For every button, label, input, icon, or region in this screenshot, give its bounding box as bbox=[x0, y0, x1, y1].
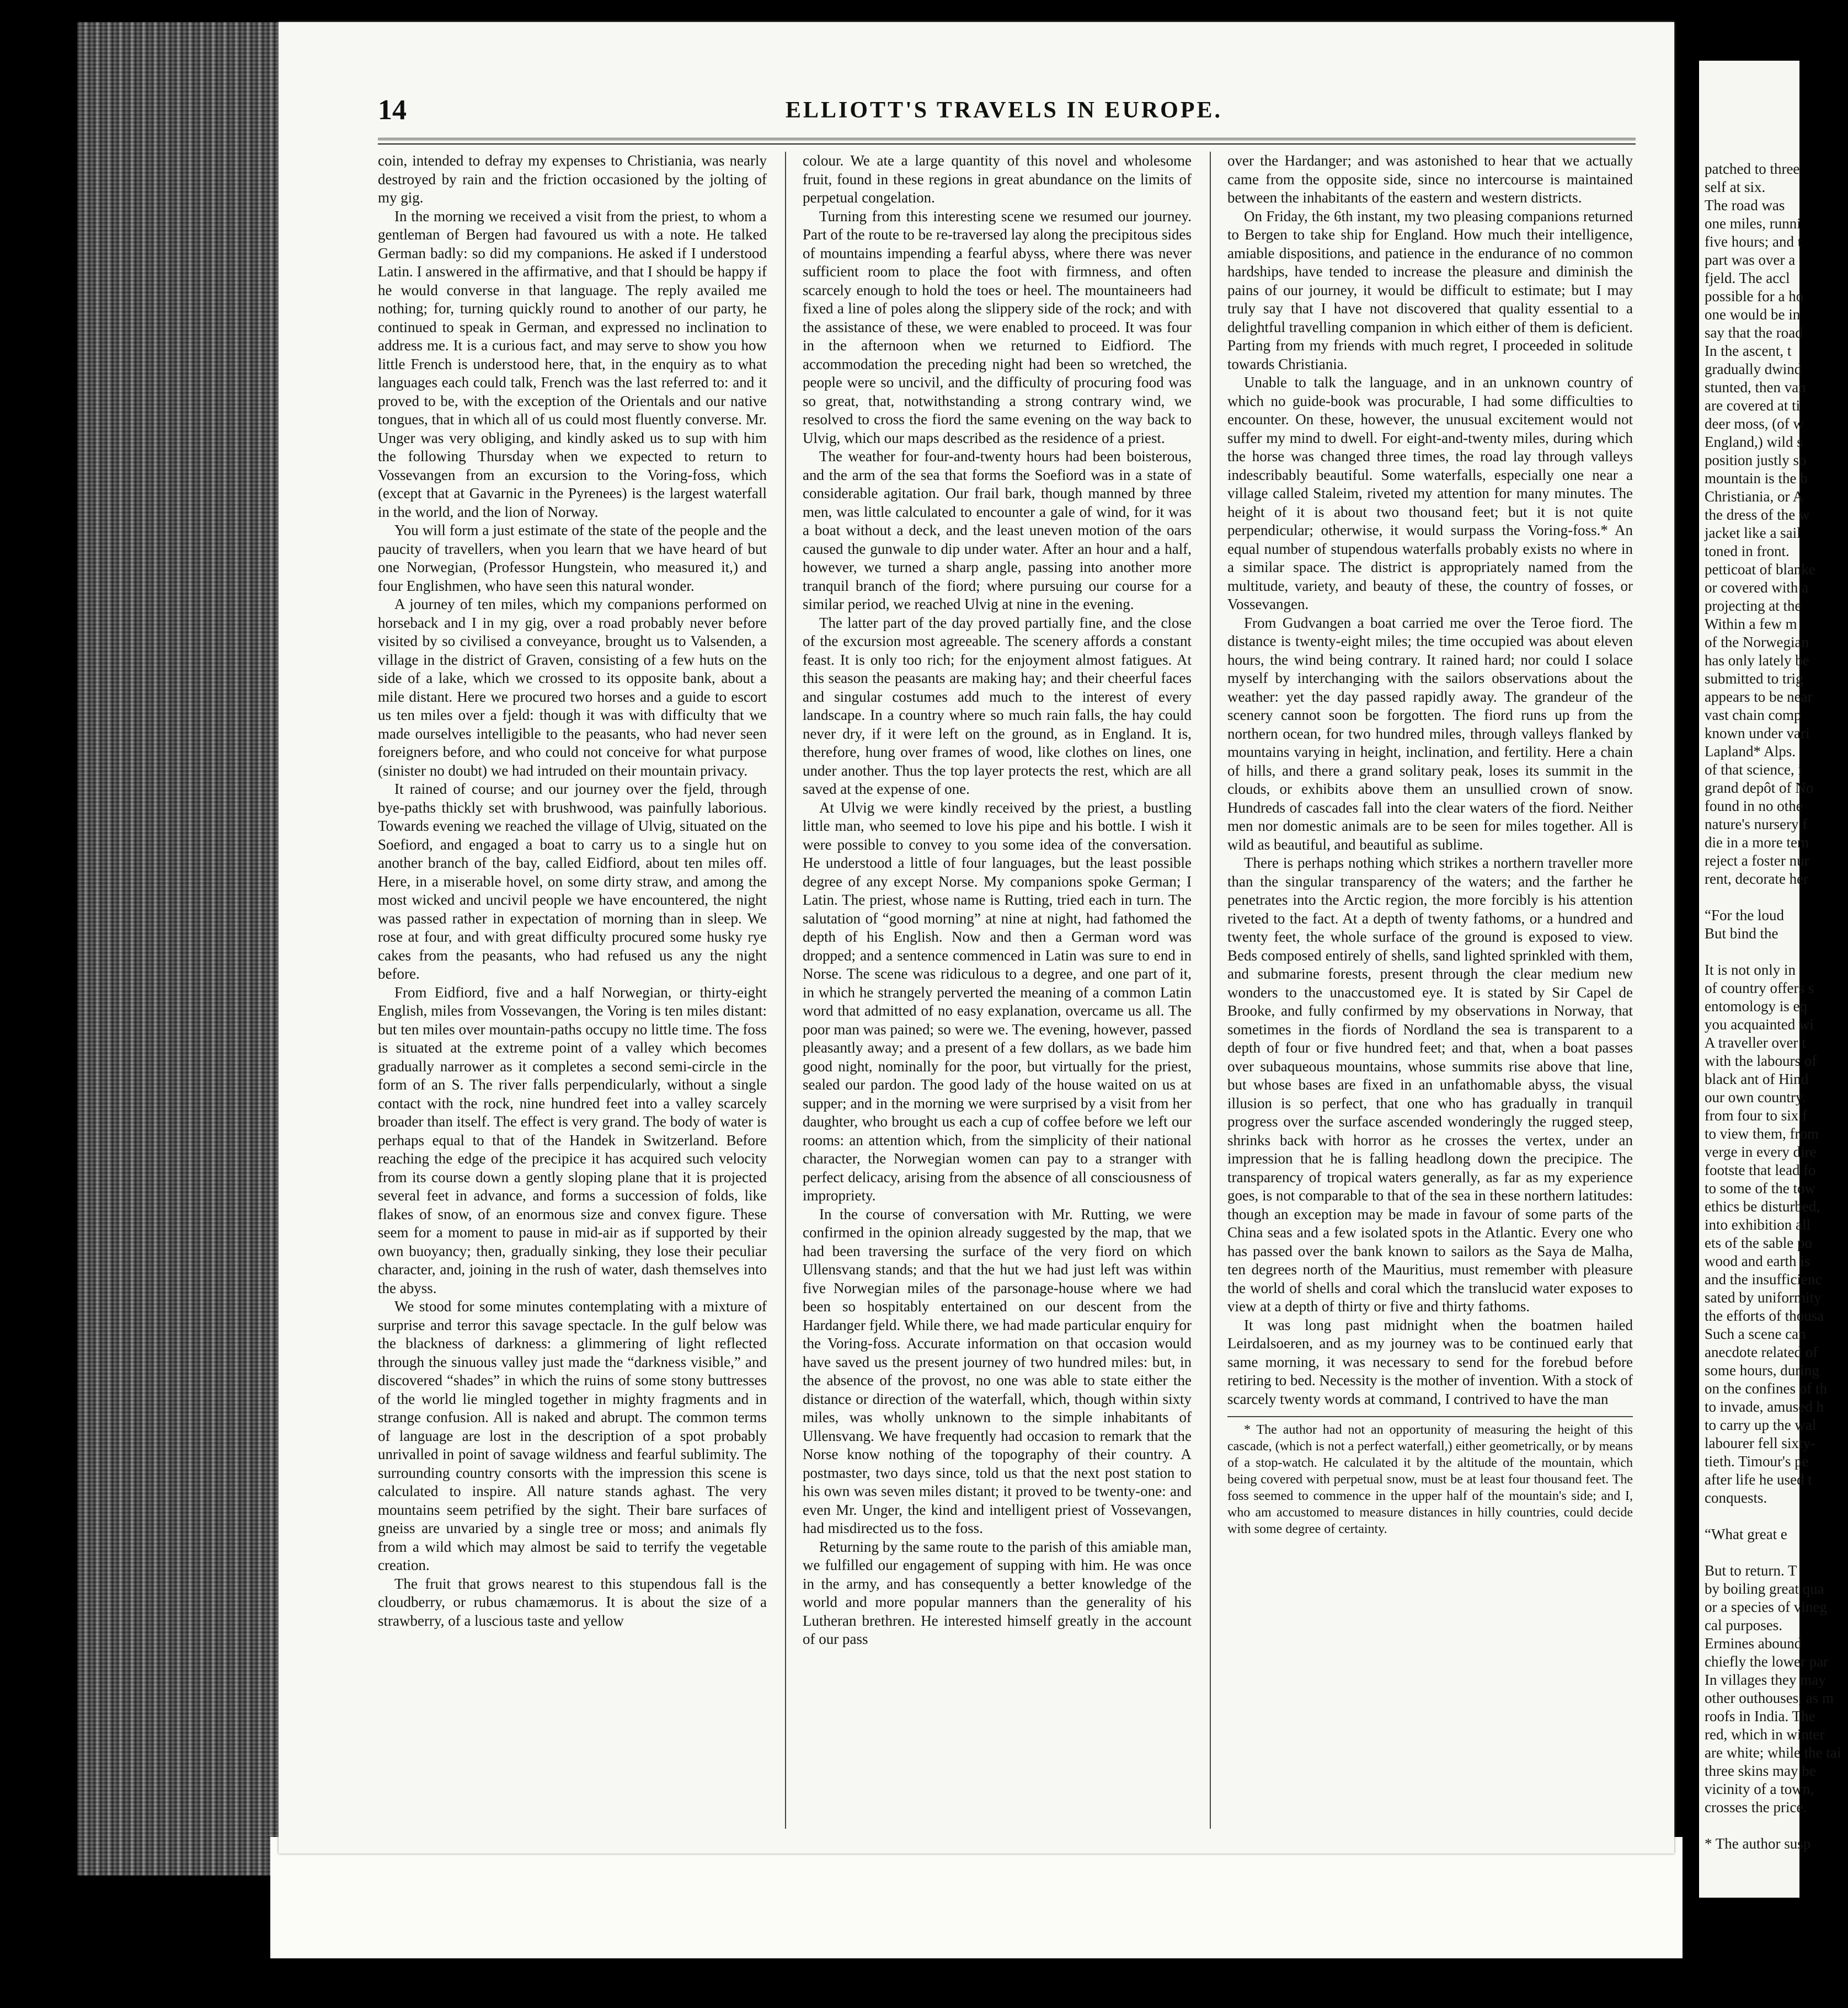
book-page bbox=[279, 22, 1674, 1854]
facing-line: one would be in bbox=[1705, 306, 1801, 323]
facing-line: grand depôt of No bbox=[1705, 779, 1814, 796]
paragraph: Returning by the same route to the parish of this amiable man, we fulfilled our engagement of supping with him. He was once in the army, and has consequently a better knowledge of the world and more popular manners than the generality of his Lutheran brethren. He interested himself greatly in the account of our pass bbox=[803, 1538, 1192, 1647]
facing-line: our own country. bbox=[1705, 1089, 1806, 1106]
facing-line: It is not only in bbox=[1705, 962, 1796, 978]
facing-line: are white; while the tai bbox=[1705, 1744, 1841, 1761]
paragraph: We stood for some minutes contemplating with a mixture of surprise and terror this savage spectacle. In the gulf below was the blackness of darkness: a glimmering of light reflected through the sinuous valley just made the “darkness visible,” and discovered “shades” in which the ruins of some stony buttresses of the world lie mingled together in mighty fragments and in strange confusion. All is naked and abrupt. The common terms of language are lost in the description of a spot probably unrivalled in point of savage wildness and fearful sublimity. The surrounding country consorts with the impression this scene is calculated to inspire. All nature stands aghast. The very mountains seem petrified by the sight. Their bare surfaces of gneiss are unvaried by a single tree or moss; and animals fly from a wild which may almost be said to terrify the vegetable creation. bbox=[378, 1298, 767, 1573]
header-rule bbox=[378, 138, 1636, 145]
facing-line: jacket like a sail bbox=[1705, 525, 1801, 541]
facing-line: or covered with a bbox=[1705, 579, 1809, 596]
facing-line: die in a more tem bbox=[1705, 834, 1809, 851]
facing-line: found in no othe bbox=[1705, 798, 1803, 814]
paragraph: It was long past midnight when the boatmen hailed Leirdalsoeren, and as my journey was to be continued early that same morning, it was necessary to send for the forebud before retiring to bed. Necessity is the mother of invention. With a stock of scarcely twenty words at command, I contrived to have the man bbox=[1227, 1316, 1633, 1407]
facing-line: position justly so bbox=[1705, 452, 1807, 468]
facing-line: of the Norwegian bbox=[1705, 634, 1809, 650]
facing-line: conquests. bbox=[1705, 1489, 1767, 1506]
facing-line: But bind the bbox=[1705, 925, 1778, 942]
facing-line: say that the road bbox=[1705, 324, 1803, 341]
facing-line: labourer fell sixty- bbox=[1705, 1435, 1815, 1451]
facing-line: England,) wild s bbox=[1705, 434, 1803, 450]
facing-page-text bbox=[1705, 160, 1848, 1853]
facing-line: or a species of vineg bbox=[1705, 1599, 1827, 1615]
facing-line: footste that lead fo bbox=[1705, 1162, 1816, 1178]
facing-line: black ant of Hind bbox=[1705, 1071, 1809, 1087]
book-binding-gutter bbox=[77, 22, 279, 1876]
facing-line: of country offers s bbox=[1705, 980, 1814, 996]
facing-line: verge in every dire bbox=[1705, 1144, 1817, 1160]
facing-line: to view them, from bbox=[1705, 1125, 1819, 1142]
facing-line: A traveller over t bbox=[1705, 1034, 1806, 1051]
facing-line: * The author susp bbox=[1705, 1835, 1811, 1852]
paragraph: On Friday, the 6th instant, my two pleasing companions returned to Bergen to take ship for England. How much their intelligence, amiable dispositions, and patience in the endurance of no common hardships, have tended to increase the pleasure and diminish the pains of our journey, it would be difficult to estimate; but I may truly say that I have not discovered that quality essential to a delightful travelling companion in which either of them is deficient. Parting from my friends with much regret, I proceeded in solitude towards Christiania. bbox=[1227, 207, 1633, 372]
facing-line: But to return. T bbox=[1705, 1562, 1797, 1579]
paragraph: You will form a just estimate of the state of the people and the paucity of travellers, when you learn that we have heard of but one Norwegian, (Professor Hungstein, who measured it,) and four Englishmen, who have seen this natural wonder. bbox=[378, 522, 767, 594]
facing-line: fjeld. The accl bbox=[1705, 270, 1790, 286]
footnote: * The author had not an opportunity of measuring the height of this cascade, (which is not a perfect waterfall,) either geometrically, or by means of a stop-watch. He calculated it by the altitude of the mountain, which being covered with perpetual snow, must be at least four thousand feet. The foss seemed to commence in the upper half of the mountain's side; and I, who am accustomed to measure distances in hilly countries, could decide with some degree of certainty. bbox=[1227, 1416, 1633, 1537]
facing-line: red, which in winter bbox=[1705, 1726, 1825, 1743]
facing-line: to invade, amused h bbox=[1705, 1398, 1824, 1415]
facing-page-edge bbox=[1699, 61, 1841, 1898]
column-divider bbox=[1210, 152, 1211, 1829]
facing-line: chiefly the lower par bbox=[1705, 1653, 1829, 1670]
facing-line: possible for a ho bbox=[1705, 288, 1804, 305]
paragraph: In the course of conversation with Mr. Rutting, we were confirmed in the opinion already suggested by the map, that we had been traversing the surface of the very fiord on which Ullensvang stands; and that the hut we had just left was within five Norwegian miles of the parsonage-house where we had been so hospitably entertained on our descent from the Hardanger fjeld. While there, we had made particular enquiry for the Voring-foss. Accurate information on that occasion would have saved us the present journey of two hundred miles: but, in the absence of the provost, no one was able to state either the distance or direction of the waterfall, which, though within sixty miles, was wholly unknown to the simple inhabitants of Ullensvang. We have frequently had occasion to remark that the Norse know nothing of the topography of their country. A postmaster, two days since, told us that the next post station to his own was seven miles distant; it proved to be twenty-one: and even Mr. Unger, the kind and intelligent priest of Vossevangen, had misdirected us to the foss. bbox=[803, 1205, 1192, 1536]
facing-line: on the confines of th bbox=[1705, 1380, 1827, 1397]
facing-line: are covered at ti bbox=[1705, 397, 1801, 414]
facing-line: Lapland* Alps. bbox=[1705, 743, 1796, 760]
facing-line: the efforts of thousa bbox=[1705, 1307, 1824, 1324]
paragraph: At Ulvig we were kindly received by the priest, a bustling little man, who seemed to love his pipe and his bottle. I wish it were possible to convey to you some idea of the conversation. He understood a little of four languages, but the least possible degree of any except Norse. My companions spoke German; I Latin. The priest, whose name is Rutting, tried each in turn. The salutation of “good morning” at nine at night, had fathomed the depth of his English. Now and then a German word was dropped; and a sentence commenced in Latin was sure to end in Norse. The scene was ridiculous to a degree, and one part of it, in which he strangely perverted the meaning of a common Latin word that admitted of no easy explanation, overcame us all. The poor man was pained; so were we. The evening, however, passed pleasantly away; and a present of a few dollars, as we bade him good night, nominally for the poor, but virtually for the priest, sealed our pardon. The good lady of the house waited on us at supper; and in the morning we were surprised by a visit from her daughter, who brought us each a cup of coffee before we left our rooms: an attention which, from the simplicity of their national character, the Norwegian women can pay to a stranger with perfect delicacy, arising from the absence of all consciousness of impropriety. bbox=[803, 799, 1192, 1204]
paragraph: coin, intended to defray my expenses to Christiania, was nearly destroyed by rain and the friction occasioned by the jolting of my gig. bbox=[378, 152, 767, 206]
facing-line: into exhibition all bbox=[1705, 1216, 1810, 1233]
facing-line bbox=[1705, 1544, 1848, 1562]
facing-line: Within a few m bbox=[1705, 616, 1797, 632]
facing-line: roofs in India. The bbox=[1705, 1708, 1815, 1724]
facing-line: petticoat of blanke bbox=[1705, 561, 1815, 578]
facing-line: patched to three bbox=[1705, 161, 1800, 177]
facing-line: rent, decorate her bbox=[1705, 871, 1809, 887]
paragraph: Unable to talk the language, and in an unknown country of which no guide-book was procurable, I had some difficulties to encounter. On these, however, the unusual excitement would not suffer my mind to dwell. For eight-and-twenty miles, during which the horse was changed three times, the road lay through valleys indescribably beautiful. Some waterfalls, especially one near a village called Staleim, riveted my attention for many minutes. The height of it is about two thousand feet; but it is not quite perpendicular; otherwise, it would surpass the Voring-foss.* An equal number of stupendous waterfalls probably exists no where in a similar space. The district is appropriately named from the multitude, variety, and beauty of these, the country of fosses, or Vossevangen. bbox=[1227, 374, 1633, 612]
facing-line: appears to be near bbox=[1705, 688, 1813, 705]
facing-line: cal purposes. bbox=[1705, 1617, 1782, 1633]
facing-line: and the insufficienc bbox=[1705, 1271, 1822, 1288]
facing-line: from four to six f bbox=[1705, 1107, 1807, 1124]
page-bottom-edge bbox=[270, 1837, 1683, 1958]
paragraph: The latter part of the day proved partially fine, and the close of the excursion most agreeable. The scenery affords a constant feast. It is only too rich; for the enjoyment almost fatigues. At this season the peasants are making hay; and their cheerful faces and singular costumes add much to the interest of every landscape. In a country where so much rain falls, the hay could never dry, if it were left on the ground, as in England. It is, therefore, hung over frames of wood, like clothes on lines, one under another. Thus the top layer protects the rest, which are all saved at the expense of one. bbox=[803, 614, 1192, 797]
facing-line: vicinity of a town, bbox=[1705, 1781, 1814, 1797]
facing-line bbox=[1705, 1507, 1848, 1525]
paragraph: The weather for four-and-twenty hours had been boisterous, and the arm of the sea that forms the Soefiord was in a state of considerable agitation. Our frail bark, though manned by three men, was little calculated to encounter a gale of wind, for it was a boat without a deck, and the least uneven motion of the oars caused the gunwale to dip under water. After an hour and a half, however, we turned a sharp angle, passing into another more tranquil branch of the fiord; where pursuing our course for a similar period, we reached Ulvig at nine in the evening. bbox=[803, 448, 1192, 612]
column-2 bbox=[803, 152, 1192, 1823]
facing-line: In villages they may bbox=[1705, 1671, 1826, 1688]
paragraph: colour. We ate a large quantity of this novel and wholesome fruit, found in these regions in great abundance on the limits of perpetual congelation. bbox=[803, 152, 1192, 206]
facing-line: Christiania, or A bbox=[1705, 488, 1804, 505]
facing-line: nature's nursery f bbox=[1705, 816, 1808, 832]
facing-line: after life he used t bbox=[1705, 1471, 1812, 1488]
facing-line: gradually dwind bbox=[1705, 361, 1802, 377]
facing-line: three skins may be bbox=[1705, 1763, 1816, 1779]
facing-line: The road was bbox=[1705, 197, 1785, 213]
facing-line: In the ascent, t bbox=[1705, 343, 1792, 359]
facing-line: tieth. Timour's pe bbox=[1705, 1453, 1809, 1470]
column-3 bbox=[1227, 152, 1633, 1823]
facing-line: with the labours of bbox=[1705, 1053, 1817, 1069]
facing-line: the dress of the w bbox=[1705, 506, 1810, 523]
column-1 bbox=[378, 152, 767, 1823]
facing-line: known under vari bbox=[1705, 725, 1810, 741]
column-divider bbox=[785, 152, 786, 1829]
facing-line: submitted to trig bbox=[1705, 670, 1803, 687]
facing-line: “For the loud bbox=[1705, 907, 1784, 923]
paragraph: There is perhaps nothing which strikes a northern traveller more than the singular transparency of the waters; and the farther he penetrates into the Arctic region, the more forcibly is his attention riveted to the fact. At a depth of twenty fathoms, or a hundred and twenty feet, the whole surface of the ground is exposed to view. Beds composed entirely of shells, sand lighted sprinkled with them, and submarine forests, present through the clear medium new wonders to the unaccustomed eye. It is stated by Sir Capel de Brooke, and fully confirmed by my observations in Norway, that sometimes in the fiords of Nordland the sea is transparent to a depth of four or five hundred feet; and that, when a boat passes over subaqueous mountains, whose summits rise above that line, but whose bases are fixed in an unfathomable abyss, the visual illusion is so perfect, that one who has gradually in tranquil progress over the surface ascended wonderingly the rugged steep, shrinks back with horror as he crosses the vertex, under an impression that he is falling headlong down the precipice. The transparency of tropical waters generally, as far as my experience goes, is not comparable to that of the sea in these northern latitudes: though an exception may be made in favour of some parts of the China seas and a few isolated spots in the Atlantic. Every one who has passed over the bank known to sailors as the Saya de Malha, ten degrees north of the Mauritius, must remember with pleasure the world of shells and coral which the translucid water exposes to view at a depth of thirty or five and thirty fathoms. bbox=[1227, 855, 1633, 1315]
facing-line: toned in front. bbox=[1705, 543, 1790, 559]
facing-line: wood and earth is bbox=[1705, 1253, 1810, 1269]
facing-line bbox=[1705, 888, 1848, 906]
facing-line: Such a scene can bbox=[1705, 1326, 1806, 1342]
facing-line: ets of the sable po bbox=[1705, 1235, 1812, 1251]
facing-line: crosses the price. bbox=[1705, 1799, 1807, 1815]
paragraph: In the morning we received a visit from the priest, to whom a gentleman of Bergen had favoured us with a note. He talked German badly: so did my companions. He asked if I understood Latin. I answered in the affirmative, and that I should be happy if he would converse in that language. The reply availed me nothing; for, turning quickly round to another of our party, he continued to speak in German, and expressed no inclination to address me. It is a curious fact, and may serve to show you how little French is understood here, that, in the enquiry as to what languages each could talk, French was the last referred to: and it proved to be, with the exception of the Orientals and our native tongues, that in which all of us could most fluently converse. Mr. Unger was very obliging, and kindly asked us to sup with him the following Thursday when we expected to return to Vossevangen from an excursion to the Voring-foss, which (except that at Gavarnic in the Pyrenees) is the largest waterfall in the world, and the lion of Norway. bbox=[378, 207, 767, 520]
facing-line: you acquainted wi bbox=[1705, 1016, 1814, 1033]
facing-line: ethics be disturbed, bbox=[1705, 1198, 1820, 1215]
facing-line: projecting at the bbox=[1705, 597, 1802, 614]
facing-line: five hours; and t bbox=[1705, 233, 1802, 250]
facing-line bbox=[1705, 943, 1848, 961]
facing-line: to carry up the wal bbox=[1705, 1417, 1817, 1433]
facing-line bbox=[1705, 1817, 1848, 1835]
paragraph: A journey of ten miles, which my companions performed on horseback and I in my gig, over a road probably never before visited by so civilised a conveyance, brought us to Valsenden, a village in the district of Graven, consisting of a few huts on the side of a lake, which we crossed to its opposite bank, about a mile distant. Here we procured two horses and a guide to escort us ten miles over a fjeld: though it was with difficulty that we made ourselves intelligible to the peasants, who had never seen foreigners before, and who could not conceive for what purpose (sinister no doubt) we had intruded on their mountain privacy. bbox=[378, 596, 767, 779]
facing-line: of that science, i bbox=[1705, 761, 1802, 778]
facing-line: other outhouses, as m bbox=[1705, 1690, 1834, 1706]
facing-line: part was over a bbox=[1705, 252, 1796, 268]
facing-line: anecdote related of bbox=[1705, 1344, 1818, 1360]
paragraph: over the Hardanger; and was astonished to hear that we actually came from the opposite side, since no intercourse is maintained between the inhabitants of the eastern and western districts. bbox=[1227, 152, 1633, 206]
facing-line: deer moss, (of w bbox=[1705, 415, 1804, 432]
page-number: 14 bbox=[378, 94, 407, 126]
facing-line: stunted, then van bbox=[1705, 379, 1806, 396]
facing-line: by boiling great qua bbox=[1705, 1580, 1824, 1597]
paragraph: The fruit that grows nearest to this stupendous fall is the cloudberry, or rubus chamæmorus. It is about the size of a strawberry, of a luscious taste and yellow bbox=[378, 1575, 767, 1629]
facing-line: entomology is eq bbox=[1705, 998, 1807, 1014]
facing-line: reject a foster nur bbox=[1705, 852, 1809, 869]
running-head bbox=[378, 94, 1630, 132]
facing-line: “What great e bbox=[1705, 1526, 1787, 1542]
facing-line: some hours, during bbox=[1705, 1362, 1819, 1379]
facing-line: one miles, runni bbox=[1705, 215, 1801, 232]
paragraph: From Gudvangen a boat carried me over the Teroe fiord. The distance is twenty-eight miles; the time occupied was about eleven hours, the wind being contrary. It rained hard; nor could I solace myself by interchanging with the sailors observations about the weather: yet the day passed rapidly away. The grandeur of the scenery cannot soon be forgotten. The fiord runs up from the northern ocean, for two hundred miles, through valleys flanked by mountains varying in height, inclination, and fertility. Here a chain of hills, and there a grand solitary peak, loses its summit in the clouds, or exhibits above them an unsullied crown of snow. Hundreds of cascades fall into the clear waters of the fiord. Neither men nor domestic animals are to be seen for miles together. All is wild as beautiful, and beautiful as sublime. bbox=[1227, 614, 1633, 853]
facing-line: vast chain comp bbox=[1705, 707, 1802, 723]
facing-line: has only lately be bbox=[1705, 652, 1809, 669]
paragraph: From Eidfiord, five and a half Norwegian, or thirty-eight English, miles from Vossevangen, the Voring is ten miles distant: but ten miles over mountain-paths occupy no little time. The foss is situated at the extreme point of a valley which becomes gradually narrower as it completes a second semi-circle in the form of an S. The river falls perpendicularly, without a single contact with the rock, nine hundred feet into a valley scarcely broader than itself. The effect is very grand. The body of water is perhaps equal to that of the Handek in Switzerland. Before reaching the edge of the precipice it has acquired such velocity from its course down a gently sloping plane that it is projected several feet in advance, and forms a succession of folds, like flakes of snow, of an enormous size and convex figure. These seem for a moment to pause in mid-air as if supported by their own buoyancy; then, gradually sinking, they lose their peculiar character, and, joining in the rush of water, dash themselves into the abyss. bbox=[378, 984, 767, 1296]
paragraph: Turning from this interesting scene we resumed our journey. Part of the route to be re-traversed lay along the precipitous sides of mountains impending a fearful abyss, where there was never sufficient room to place the foot with firmness, and often scarcely enough to hold the toes or heel. The mountaineers had fixed a line of poles along the slippery side of the rock; and with the assistance of these, we were enabled to proceed. It was four in the afternoon when we returned to Eidfiord. The accommodation the preceding night had been so wretched, the people were so uncivil, and the difficulty of procuring food was so great, that, notwithstanding a strong contrary wind, we resolved to cross the fiord the same evening on the way back to Ulvig, which our maps described as the residence of a priest. bbox=[803, 207, 1192, 446]
facing-line: self at six. bbox=[1705, 179, 1766, 195]
facing-line: to some of the tow bbox=[1705, 1180, 1815, 1197]
facing-line: sated by uniformity bbox=[1705, 1289, 1822, 1306]
facing-line: Ermines abound bbox=[1705, 1635, 1802, 1652]
paragraph: It rained of course; and our journey over the fjeld, through bye-paths thickly set with brushwood, was painfully laborious. Towards evening we reached the village of Ulvig, situated on the Soefiord, and engaged a boat to carry us to a single hut on another branch of the bay, called Eidfiord, about ten miles off. Here, in a miserable hovel, on some dirty straw, and among the most wicked and uncivil people we have encountered, the night was passed rather in expectation of morning than in sleep. We rose at four, and with great difficulty procured some husky rye cakes from the peasants, who had refused us any the night before. bbox=[378, 781, 767, 982]
facing-line: mountain is the b bbox=[1705, 470, 1808, 487]
running-title: ELLIOTT'S TRAVELS IN EUROPE. bbox=[785, 98, 1223, 123]
